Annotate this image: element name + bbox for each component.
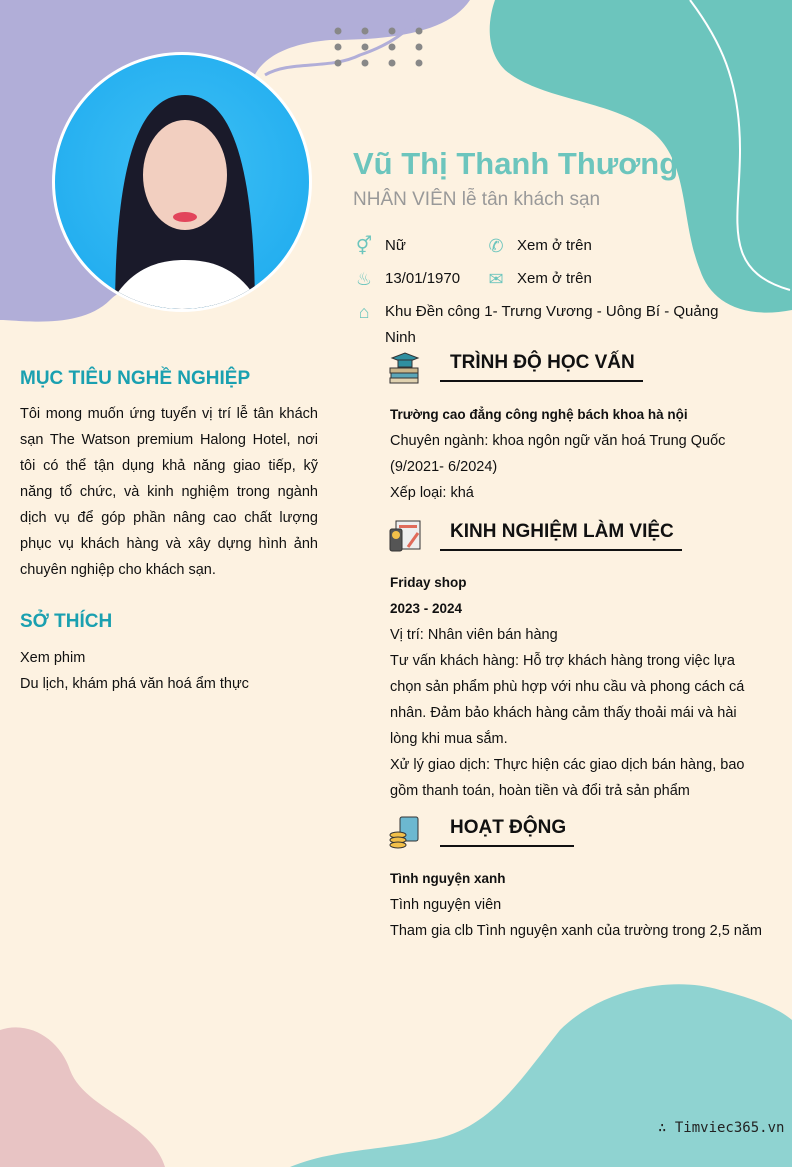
experience-section-header <box>388 519 682 553</box>
education-heading: TRÌNH ĐỘ HỌC VẤN <box>440 352 643 382</box>
email-value: Xem ở trên <box>517 270 592 287</box>
gender-value: Nữ <box>385 237 406 254</box>
graduation-books-icon <box>388 350 422 384</box>
activity-description: Tham gia clb Tình nguyện xanh của trường trong 2,5 năm <box>390 923 762 939</box>
hobby-item: Xem phim <box>20 650 86 666</box>
gender-icon: ⚥ <box>355 236 373 256</box>
phone-info <box>485 233 592 259</box>
gender-info <box>353 233 406 259</box>
birthday-value: 13/01/1970 <box>385 270 461 287</box>
address-value: Khu Đền công 1- Trưng Vương - Uông Bí - Quảng Ninh <box>385 303 719 346</box>
activities-block <box>390 866 765 944</box>
whatsapp-icon: ✆ <box>488 236 504 256</box>
experience-period: 2023 - 2024 <box>390 601 463 616</box>
experience-block <box>390 570 765 804</box>
footer-watermark: ∴ Timviec365.vn <box>658 1120 785 1136</box>
person-silhouette-icon <box>55 55 312 312</box>
school-name: Trường cao đẳng công nghệ bách khoa hà nội <box>390 407 688 422</box>
hobby-item: Du lịch, khám phá văn hoá ẩm thực <box>20 676 249 692</box>
activities-heading: HOẠT ĐỘNG <box>440 817 574 847</box>
profile-photo <box>52 52 312 312</box>
coins-calculator-icon <box>388 815 422 849</box>
hobbies-list <box>20 645 318 697</box>
experience-line: Vị trí: Nhân viên bán hàng <box>390 627 558 643</box>
experience-heading: KINH NGHIỆM LÀM VIỆC <box>440 521 682 551</box>
experience-line: Xử lý giao dịch: Thực hiện các giao dịch bán hàng, bao gồm thanh toán, hoàn tiền và đổi trả sản phẩm <box>390 757 745 799</box>
document-calculator-icon <box>388 519 422 553</box>
objective-heading: MỤC TIÊU NGHỀ NGHIỆP <box>20 368 251 389</box>
education-period: (9/2021- 6/2024) <box>390 459 498 475</box>
birthday-info <box>353 266 460 292</box>
address-info <box>353 299 723 351</box>
candidate-name: Vũ Thị Thanh Thương <box>353 146 679 181</box>
organization-name: Tình nguyện xanh <box>390 871 506 886</box>
experience-line: Tư vấn khách hàng: Hỗ trợ khách hàng trong việc lựa chọn sản phẩm phù hợp với nhu cầu và phong cách cá nhân. Đảm bảo khách hàng cảm thấy thoải mái và hài lòng khi mua sắm. <box>390 653 745 747</box>
birthday-cake-icon: ♨ <box>355 269 373 289</box>
company-name: Friday shop <box>390 575 467 590</box>
education-section-header <box>388 350 643 384</box>
phone-value: Xem ở trên <box>517 237 592 254</box>
job-title: NHÂN VIÊN lễ tân khách sạn <box>353 189 601 210</box>
email-info <box>485 266 592 292</box>
activity-role: Tình nguyện viên <box>390 897 502 913</box>
grade: Xếp loại: khá <box>390 485 474 501</box>
objective-text: Tôi mong muốn ứng tuyển vị trí lễ tân khách sạn The Watson premium Halong Hotel, nơi tôi có thể tận dụng khả năng giao tiếp, kỹ năng tổ chức, và kinh nghiệm trong ngành dịch vụ để góp phần nâng cao chất lượng phục vụ khách hàng và xây dựng hình ảnh chuyên nghiệp cho khách sạn. <box>20 406 318 578</box>
envelope-icon: ✉ <box>488 269 504 289</box>
activities-section-header <box>388 815 574 849</box>
education-block <box>390 402 765 506</box>
hobbies-heading: SỞ THÍCH <box>20 611 113 632</box>
home-icon: ⌂ <box>358 302 370 322</box>
major: Chuyên ngành: khoa ngôn ngữ văn hoá Trung Quốc <box>390 433 726 449</box>
